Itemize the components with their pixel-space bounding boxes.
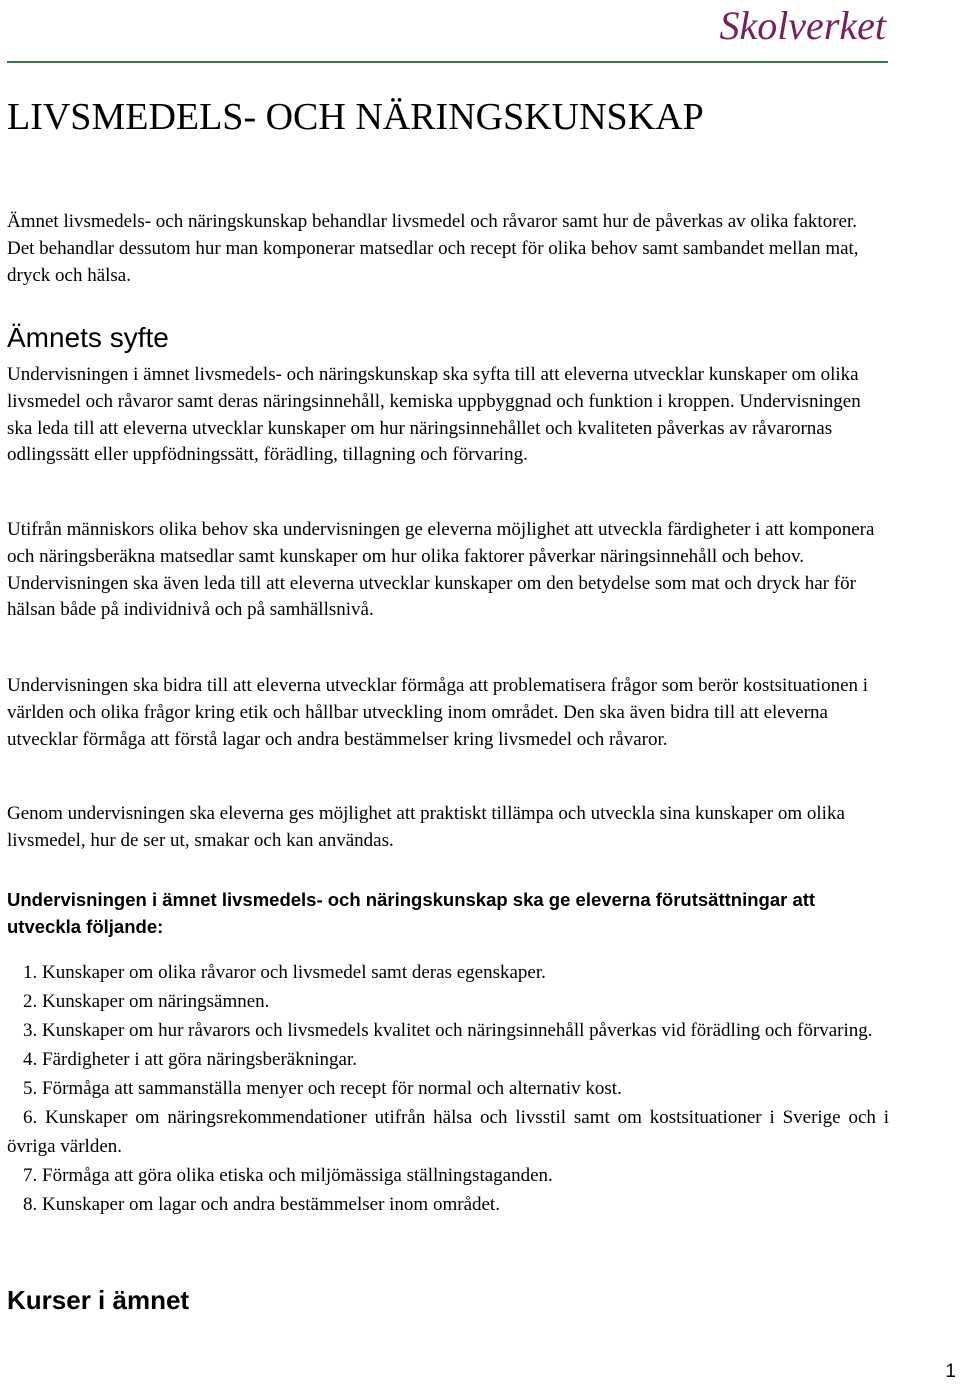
purpose-paragraph-1: Undervisningen i ämnet livsmedels- och näringskunskap ska syfta till att eleverna utvecklar kunskaper om olika livsmedel och råvaror samt deras näringsinnehåll, kemiska uppbyggnad och funktion i kroppen. Undervisningen ska leda till att eleverna utvecklar kunskaper om hur näringsinnehållet och kvaliteten påverkas av råvarornas odlingssätt eller uppfödningssätt, förädling, tillagning och förvaring. — [7, 364, 861, 466]
goal-number: 7. — [23, 1164, 38, 1186]
goal-number: 3. — [23, 1020, 38, 1041]
goal-number: 6. — [23, 1107, 38, 1128]
goal-number: 4. — [23, 1049, 38, 1070]
intro-paragraph: Ämnet livsmedels- och näringskunskap behandlar livsmedel och råvaror samt hur de påverkas av olika faktorer. Det behandlar dessutom hur man komponerar matsedlar och recept för olika behov samt sambandet mellan mat, dryck och hälsa. — [7, 211, 859, 286]
goal-text: Kunskaper om näringsrekommendationer utifrån hälsa och livsstil samt om kostsituationer i Sverige och i övriga världen. — [7, 1107, 890, 1157]
purpose-paragraph-4: Genom undervisningen ska eleverna ges möjlighet att praktiskt tillämpa och utveckla sina kunskaper om olika livsmedel, hur de ser ut, smakar och kan användas. — [7, 803, 845, 851]
goal-text: Färdigheter i att göra näringsberäkningar. — [42, 1049, 357, 1070]
purpose-paragraph-3: Undervisningen ska bidra till att eleverna utvecklar förmåga att problematisera frågor som berör kostsituationen i världen och olika frågor kring etik och hållbar utveckling inom området. Den ska även bidra till att eleverna utvecklar förmåga att förstå lagar och andra bestämmelser kring livsmedel och råvaror. — [7, 675, 869, 750]
goal-text: Förmåga att göra olika etiska och miljömässiga ställningstaganden. — [42, 1164, 553, 1186]
page-title: LIVSMEDELS- OCH NÄRINGSKUNSKAP — [7, 96, 704, 138]
purpose-paragraph-2: Utifrån människors olika behov ska undervisningen ge eleverna möjlighet att utveckla färdigheter i att komponera och näringsberäkna matsedlar samt kunskaper om hur olika faktorer påverkar näringsinnehåll och behov. Undervisningen ska även leda till att eleverna utvecklar kunskaper om den betydelse som mat och dryck har för hälsan både på individnivå och på samhällsnivå. — [7, 519, 875, 621]
goal-number: 5. — [23, 1078, 38, 1099]
goal-text: Kunskaper om lagar och andra bestämmelser inom området. — [42, 1193, 500, 1215]
goals-list — [7, 959, 889, 1220]
goal-text: Kunskaper om olika råvaror och livsmedel samt deras egenskaper. — [42, 962, 546, 983]
goal-text: Förmåga att sammanställa menyer och recept för normal och alternativ kost. — [42, 1078, 622, 1099]
page-number: 1 — [945, 1361, 956, 1382]
goal-item — [7, 1075, 889, 1104]
goal-item — [7, 1046, 889, 1075]
goal-number: 1. — [23, 962, 38, 983]
goal-text: Kunskaper om hur råvarors och livsmedels kvalitet och näringsinnehåll påverkas vid förädling och förvaring. — [42, 1020, 873, 1041]
goal-item — [7, 959, 889, 988]
goal-item — [7, 988, 889, 1017]
goal-number: 2. — [23, 991, 38, 1012]
goal-item — [7, 1017, 889, 1046]
goal-item — [7, 1162, 889, 1191]
goal-item — [7, 1104, 889, 1161]
purpose-heading: Ämnets syfte — [7, 322, 169, 353]
courses-heading: Kurser i ämnet — [7, 1285, 190, 1315]
header-divider — [7, 61, 888, 63]
goal-number: 8. — [23, 1193, 38, 1215]
skolverket-logo: Skolverket — [719, 3, 886, 48]
goal-item — [7, 1191, 889, 1220]
goals-heading: Undervisningen i ämnet livsmedels- och näringskunskap ska ge eleverna förutsättningar att utveckla följande: — [7, 889, 816, 937]
goal-text: Kunskaper om näringsämnen. — [42, 991, 270, 1012]
